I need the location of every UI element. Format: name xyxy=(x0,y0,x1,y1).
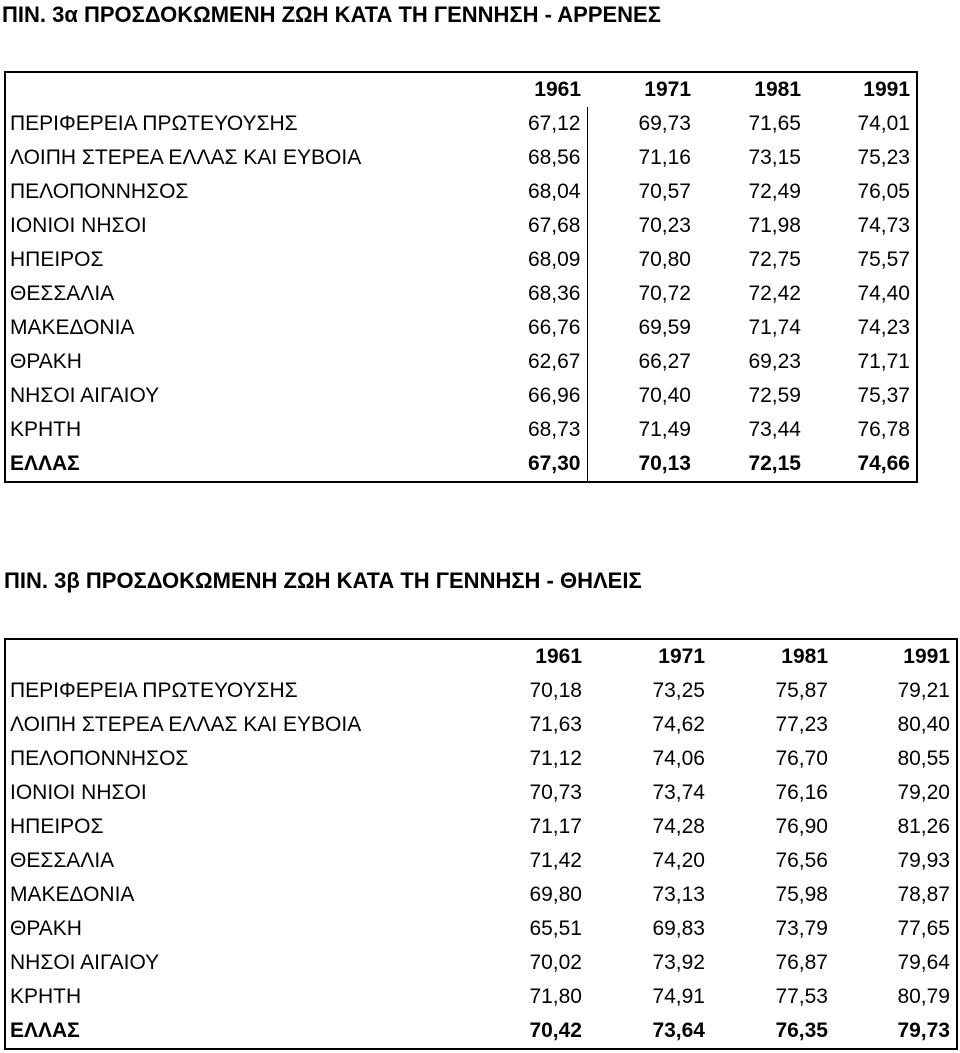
region-column-header xyxy=(5,72,477,107)
value-cell: 76,56 xyxy=(775,849,828,872)
value-cell: 69,80 xyxy=(529,883,582,906)
value-cell: 80,55 xyxy=(897,747,950,770)
value-cell: 77,53 xyxy=(775,985,828,1008)
value-cell: 66,76 xyxy=(527,316,581,339)
value-cell: 71,49 xyxy=(587,413,697,447)
value-cell: 77,23 xyxy=(775,713,828,736)
value-cell: 79,20 xyxy=(897,781,950,804)
region-name: ΘΡΑΚΗ xyxy=(10,350,82,373)
region-name: ΕΛΛΑΣ xyxy=(10,1019,80,1042)
value-cell: 74,28 xyxy=(652,815,705,838)
value-cell: 75,98 xyxy=(775,883,828,906)
value-cell: 70,02 xyxy=(529,951,582,974)
year-column-header: 1961 xyxy=(535,645,582,668)
value-cell: 69,59 xyxy=(587,311,697,345)
value-cell: 73,13 xyxy=(652,883,705,906)
value-cell: 70,13 xyxy=(587,447,697,482)
table-row xyxy=(5,413,917,447)
value-cell: 76,35 xyxy=(775,1019,828,1042)
table-row xyxy=(5,776,957,810)
region-name: ΛΟΙΠΗ ΣΤΕΡΕΑ ΕΛΛΑΣ ΚΑΙ ΕΥΒΟΙΑ xyxy=(10,713,362,736)
value-cell: 76,90 xyxy=(775,815,828,838)
value-cell: 71,74 xyxy=(748,316,801,339)
value-cell: 74,01 xyxy=(857,112,910,135)
value-cell: 71,63 xyxy=(529,713,582,736)
value-cell: 62,67 xyxy=(527,350,581,373)
table-row xyxy=(5,980,957,1014)
region-name: ΠΕΡΙΦΕΡΕΙΑ ΠΡΩΤΕΥΟΥΣΗΣ xyxy=(10,112,298,135)
table-row xyxy=(5,107,917,141)
females-life-expectancy-table xyxy=(4,638,958,1050)
value-cell: 72,75 xyxy=(748,248,801,271)
table-row xyxy=(5,844,957,878)
value-cell: 72,15 xyxy=(748,452,801,475)
value-cell: 74,06 xyxy=(652,747,705,770)
table-row xyxy=(5,345,917,379)
table-row xyxy=(5,742,957,776)
value-cell: 79,73 xyxy=(897,1019,950,1042)
value-cell: 74,40 xyxy=(857,282,910,305)
year-column-header: 1961 xyxy=(534,78,581,101)
value-cell: 76,87 xyxy=(775,951,828,974)
value-cell: 73,64 xyxy=(652,1019,705,1042)
region-name: ΙΟΝΙΟΙ ΝΗΣΟΙ xyxy=(10,214,147,237)
value-cell: 71,80 xyxy=(529,985,582,1008)
value-cell: 78,87 xyxy=(897,883,950,906)
header-row xyxy=(5,72,917,107)
males-table-title: ΠΙΝ. 3α ΠΡΟΣΔΟΚΩΜΕΝΗ ΖΩΗ ΚΑΤΑ ΤΗ ΓΕΝΝΗΣΗ - ΑΡΡΕΝΕΣ xyxy=(2,2,661,27)
value-cell: 76,78 xyxy=(857,418,910,441)
table-row xyxy=(5,311,917,345)
value-cell: 71,16 xyxy=(587,141,697,175)
value-cell: 70,42 xyxy=(529,1019,582,1042)
value-cell: 74,62 xyxy=(652,713,705,736)
value-cell: 68,04 xyxy=(527,180,581,203)
table-row xyxy=(5,277,917,311)
value-cell: 73,74 xyxy=(652,781,705,804)
table-row xyxy=(5,209,917,243)
value-cell: 72,59 xyxy=(748,384,801,407)
value-cell: 69,23 xyxy=(748,350,801,373)
value-cell: 72,49 xyxy=(748,180,801,203)
region-name: ΛΟΙΠΗ ΣΤΕΡΕΑ ΕΛΛΑΣ ΚΑΙ ΕΥΒΟΙΑ xyxy=(10,146,362,169)
value-cell: 70,73 xyxy=(529,781,582,804)
value-cell: 70,80 xyxy=(587,243,697,277)
region-name: ΚΡΗΤΗ xyxy=(10,985,82,1008)
year-column-header: 1991 xyxy=(863,78,910,101)
value-cell: 76,16 xyxy=(775,781,828,804)
table-row xyxy=(5,810,957,844)
value-cell: 71,98 xyxy=(748,214,801,237)
table-row xyxy=(5,946,957,980)
value-cell: 79,21 xyxy=(897,679,950,702)
value-cell: 68,73 xyxy=(527,418,581,441)
year-column-header: 1971 xyxy=(658,645,705,668)
females-table-title: ΠΙΝ. 3β ΠΡΟΣΔΟΚΩΜΕΝΗ ΖΩΗ ΚΑΤΑ ΤΗ ΓΕΝΝΗΣΗ - ΘΗΛΕΙΣ xyxy=(4,568,642,593)
value-cell: 67,68 xyxy=(527,214,581,237)
value-cell: 75,23 xyxy=(857,146,910,169)
region-name: ΗΠΕΙΡΟΣ xyxy=(10,248,104,271)
value-cell: 68,09 xyxy=(527,248,581,271)
value-cell: 70,18 xyxy=(529,679,582,702)
value-cell: 75,37 xyxy=(857,384,910,407)
value-cell: 74,23 xyxy=(857,316,910,339)
value-cell: 70,40 xyxy=(587,379,697,413)
value-cell: 74,20 xyxy=(652,849,705,872)
value-cell: 80,40 xyxy=(897,713,950,736)
header-row xyxy=(5,639,957,674)
value-cell: 66,96 xyxy=(527,384,581,407)
region-name: ΠΕΛΟΠΟΝΝΗΣΟΣ xyxy=(10,747,189,770)
table-row xyxy=(5,175,917,209)
value-cell: 80,79 xyxy=(897,985,950,1008)
region-name: ΜΑΚΕΔΟΝΙΑ xyxy=(10,316,135,339)
region-name: ΘΕΣΣΑΛΙΑ xyxy=(10,282,115,305)
region-column-header xyxy=(5,639,465,674)
value-cell: 66,27 xyxy=(587,345,697,379)
value-cell: 77,65 xyxy=(897,917,950,940)
table-row xyxy=(5,708,957,742)
value-cell: 73,25 xyxy=(652,679,705,702)
value-cell: 68,56 xyxy=(527,146,581,169)
region-name: ΙΟΝΙΟΙ ΝΗΣΟΙ xyxy=(10,781,147,804)
value-cell: 71,71 xyxy=(857,350,910,373)
table-row xyxy=(5,141,917,175)
value-cell: 71,65 xyxy=(748,112,801,135)
region-name: ΝΗΣΟΙ ΑΙΓΑΙΟΥ xyxy=(10,951,160,974)
table-row xyxy=(5,912,957,946)
value-cell: 67,30 xyxy=(527,452,581,475)
value-cell: 69,73 xyxy=(587,107,697,141)
region-name: ΚΡΗΤΗ xyxy=(10,418,82,441)
males-life-expectancy-table xyxy=(4,71,918,483)
region-name: ΠΕΛΟΠΟΝΝΗΣΟΣ xyxy=(10,180,189,203)
value-cell: 74,66 xyxy=(857,452,910,475)
value-cell: 69,83 xyxy=(652,917,705,940)
total-row xyxy=(5,447,917,482)
table-row xyxy=(5,379,917,413)
value-cell: 67,12 xyxy=(527,112,581,135)
table-row xyxy=(5,243,917,277)
year-column-header: 1981 xyxy=(754,78,801,101)
value-cell: 70,72 xyxy=(587,277,697,311)
table-row xyxy=(5,674,957,708)
value-cell: 81,26 xyxy=(897,815,950,838)
value-cell: 73,79 xyxy=(775,917,828,940)
value-cell: 70,57 xyxy=(587,175,697,209)
value-cell: 75,57 xyxy=(857,248,910,271)
year-column-header: 1971 xyxy=(644,78,691,101)
value-cell: 65,51 xyxy=(529,917,582,940)
value-cell: 68,36 xyxy=(527,282,581,305)
value-cell: 79,93 xyxy=(897,849,950,872)
value-cell: 75,87 xyxy=(775,679,828,702)
value-cell: 71,12 xyxy=(529,747,582,770)
year-column-header: 1991 xyxy=(903,645,950,668)
region-name: ΕΛΛΑΣ xyxy=(10,452,80,475)
value-cell: 79,64 xyxy=(897,951,950,974)
total-row xyxy=(5,1014,957,1049)
value-cell: 76,70 xyxy=(775,747,828,770)
value-cell: 73,92 xyxy=(652,951,705,974)
region-name: ΠΕΡΙΦΕΡΕΙΑ ΠΡΩΤΕΥΟΥΣΗΣ xyxy=(10,679,298,702)
region-name: ΗΠΕΙΡΟΣ xyxy=(10,815,104,838)
region-name: ΝΗΣΟΙ ΑΙΓΑΙΟΥ xyxy=(10,384,160,407)
region-name: ΘΕΣΣΑΛΙΑ xyxy=(10,849,115,872)
value-cell: 73,15 xyxy=(748,146,801,169)
region-name: ΘΡΑΚΗ xyxy=(10,917,82,940)
value-cell: 74,91 xyxy=(652,985,705,1008)
value-cell: 71,17 xyxy=(529,815,582,838)
year-column-header: 1981 xyxy=(781,645,828,668)
value-cell: 76,05 xyxy=(857,180,910,203)
region-name: ΜΑΚΕΔΟΝΙΑ xyxy=(10,883,135,906)
value-cell: 73,44 xyxy=(748,418,801,441)
table-row xyxy=(5,878,957,912)
value-cell: 71,42 xyxy=(529,849,582,872)
value-cell: 74,73 xyxy=(857,214,910,237)
value-cell: 70,23 xyxy=(587,209,697,243)
value-cell: 72,42 xyxy=(748,282,801,305)
